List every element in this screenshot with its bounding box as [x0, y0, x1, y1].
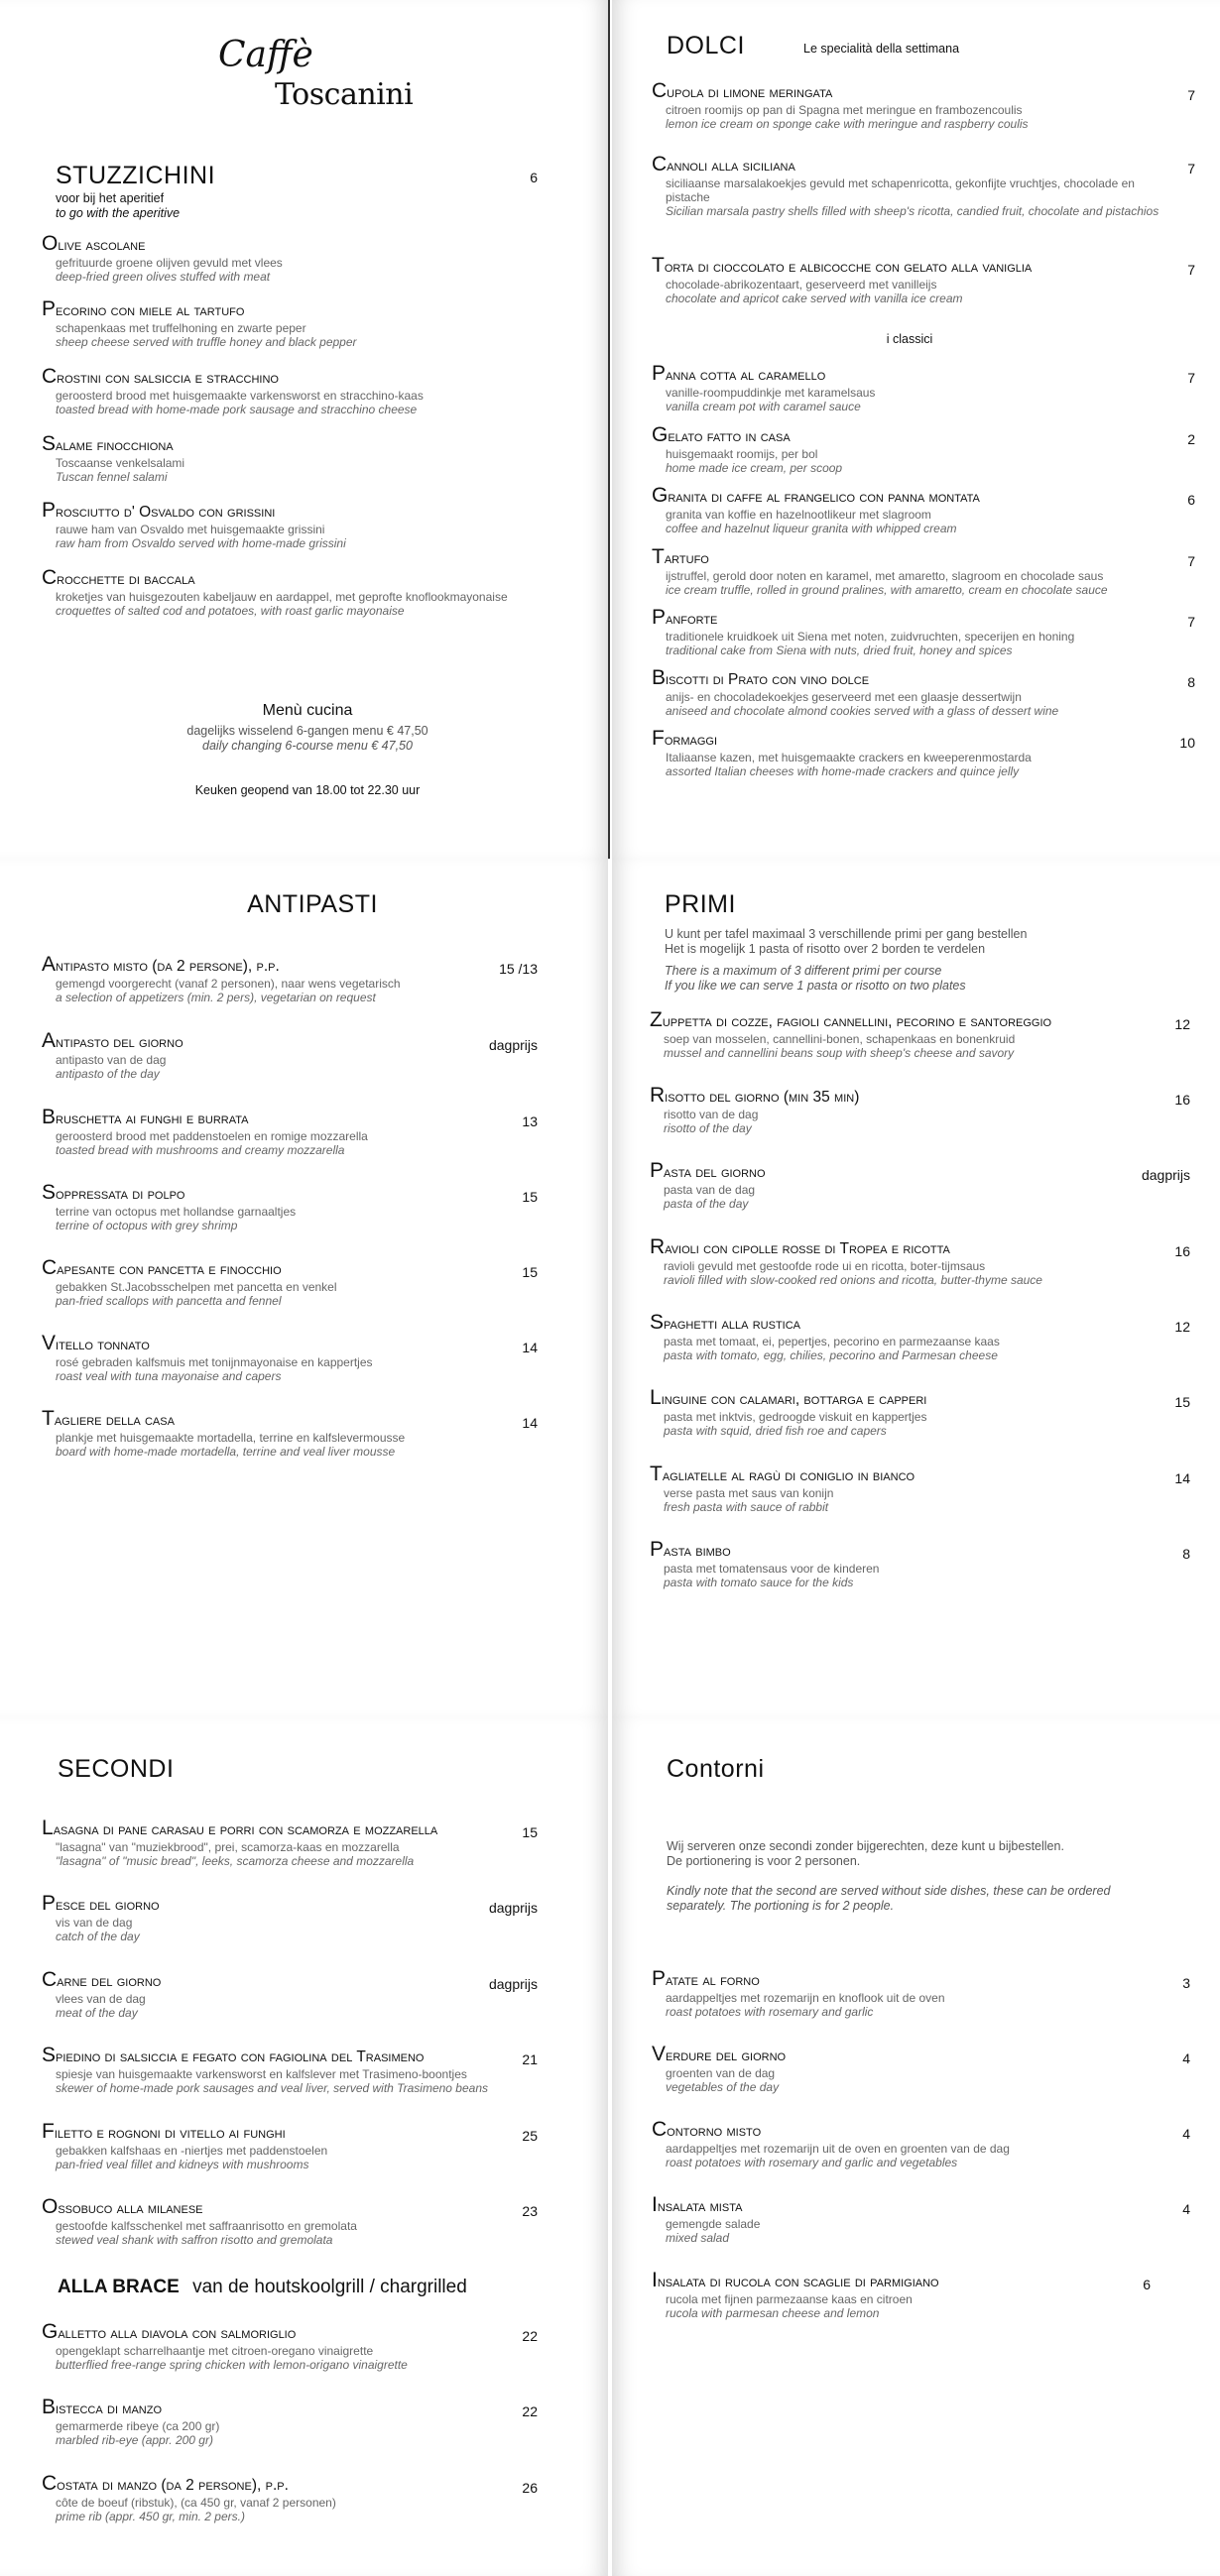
item-price: 12: [1174, 1319, 1190, 1335]
item-desc-nl: gefrituurde groene olijven gevuld met vlees: [56, 256, 283, 270]
item-desc-nl: rucola met fijnen parmezaanse kaas en citroen: [666, 2292, 913, 2306]
item-desc-en: pasta with tomato, egg, chilies, pecorino and Parmesan cheese: [664, 1348, 998, 1362]
item-desc-nl: gestoofde kalfsschenkel met saffraanrisotto en gremolata: [56, 2219, 357, 2233]
item-desc-en: deep-fried green olives stuffed with meat: [56, 270, 271, 284]
contorni-note-nl-2: De portionering is voor 2 personen.: [667, 1854, 861, 1868]
alla-brace-subtitle: van de houtskoolgrill / chargrilled: [192, 2277, 467, 2297]
item-desc-nl: pasta met tomatensaus voor de kinderen: [664, 1562, 880, 1576]
item-name: Soppressata di polpo: [42, 1181, 185, 1204]
menu-item: [652, 1969, 1128, 2019]
item-desc-en: lemon ice cream on sponge cake with meringue and raspberry coulis: [666, 117, 1029, 131]
section-title-dolci: DOLCI: [667, 32, 745, 59]
item-price: 7: [1187, 161, 1195, 176]
item-desc-en: roast veal with tuna mayonaise and capers: [56, 1369, 282, 1383]
item-desc-nl: vanille-roompuddinkje met karamelsaus: [666, 386, 876, 400]
logo: [213, 30, 412, 124]
menu-item: [650, 1388, 1126, 1438]
item-price: 7: [1187, 262, 1195, 278]
item-price: 22: [522, 2403, 538, 2419]
item-name: Linguine con calamari, bottarga e capperi: [650, 1386, 927, 1409]
stuzzichini-sub-en: to go with the aperitive: [56, 206, 181, 220]
item-desc-nl: huisgemaakt roomijs, per bol: [666, 447, 818, 461]
item-price: dagprijs: [488, 1976, 538, 1992]
menu-item: [652, 155, 1177, 218]
item-name: Gelato fatto in casa: [652, 423, 791, 446]
primi-note-nl-1: U kunt per tafel maximaal 3 verschillende primi per gang bestellen: [665, 927, 1028, 941]
dolci-subtitle: Le specialità della settimana: [803, 42, 960, 56]
menu-item: [42, 299, 557, 349]
item-price: 12: [1174, 1016, 1190, 1032]
item-desc-en: catch of the day: [56, 1930, 140, 1943]
item-name: Antipasto misto (da 2 persone), p.p.: [42, 953, 280, 976]
menu-item: [650, 1086, 1126, 1135]
menu-cucina-en: daily changing 6-course menu € 47,50: [202, 739, 413, 753]
menu-cucina-nl: dagelijks wisselend 6-gangen menu € 47,50: [186, 724, 428, 738]
item-name: Risotto del giorno (min 35 min): [650, 1084, 860, 1107]
item-name: Formaggi: [652, 727, 717, 750]
item-desc-nl: groenten van de dag: [666, 2066, 776, 2080]
item-name: Salame finocchiona: [42, 432, 174, 455]
item-price: 22: [522, 2328, 538, 2344]
item-desc-en: assorted Italian cheeses with home-made crackers and quince jelly: [666, 764, 1020, 778]
item-price: 15: [1174, 1394, 1190, 1410]
item-name: Ravioli con cipolle rosse di Tropea e ricotta: [650, 1235, 950, 1258]
item-desc-nl: granita van koffie en hazelnootlikeur met slagroom: [666, 508, 931, 522]
menu-item: [652, 2045, 1128, 2094]
item-desc-en: aniseed and chocolate almond cookies served with a glass of dessert wine: [666, 704, 1059, 718]
item-name: Patate al forno: [652, 1967, 760, 1990]
item-desc-en: chocolate and apricot cake served with vanilla ice cream: [666, 292, 963, 305]
item-desc-nl: kroketjes van huisgezouten kabeljauw en aardappel, met geprofte knoflookmayonaise: [56, 590, 508, 604]
item-price: 16: [1174, 1092, 1190, 1108]
item-desc-nl: rauwe ham van Osvaldo met huisgemaakte grissini: [56, 523, 325, 536]
item-price: 7: [1187, 614, 1195, 630]
item-desc-nl: gemarmerde ribeye (ca 200 gr): [56, 2419, 220, 2433]
item-price: 26: [522, 2480, 538, 2496]
item-desc-en: mussel and cannellini beans soup with sheep's cheese and savory: [664, 1046, 1015, 1060]
stuzzichini-sub-nl: voor bij het aperitief: [56, 191, 165, 205]
contorni-note-nl-1: Wij serveren onze secondi zonder bijgerechten, deze kunt u bijbestellen.: [667, 1839, 1064, 1853]
menu-item: [652, 608, 1177, 657]
menu-item: [650, 1313, 1126, 1362]
item-desc-en: traditional cake from Siena with nuts, dried fruit, honey and spices: [666, 644, 1013, 657]
item-desc-en: home made ice cream, per scoop: [666, 461, 843, 475]
item-price: 15: [522, 1824, 538, 1840]
item-desc-en: croquettes of salted cod and potatoes, with roast garlic mayonaise: [56, 604, 405, 618]
menu-item: [650, 1237, 1126, 1287]
contorni-note-en-1: Kindly note that the second are served without side dishes, these can be ordered: [667, 1884, 1111, 1898]
item-price: 25: [522, 2128, 538, 2144]
item-desc-en: toasted bread with mushrooms and creamy mozzarella: [56, 1143, 345, 1157]
primi-note-nl-2: Het is mogelijk 1 pasta of risotto over 2 borden te verdelen: [665, 942, 986, 956]
item-desc-nl: geroosterd brood met huisgemaakte varkensworst en stracchino-kaas: [56, 389, 424, 403]
item-desc-nl: schapenkaas met truffelhoning en zwarte peper: [56, 321, 306, 335]
item-name: Antipasto del giorno: [42, 1029, 183, 1052]
item-desc-en: stewed veal shank with saffron risotto and gremolata: [56, 2233, 333, 2247]
item-name: Spaghetti alla rustica: [650, 1311, 801, 1334]
item-desc-nl: citroen roomijs op pan di Spagna met meringue en frambozencoulis: [666, 103, 1023, 117]
item-name: Crostini con salsiccia e stracchino: [42, 365, 279, 388]
menu-cucina-title: Menù cucina: [262, 702, 353, 719]
item-desc-nl: ijstruffel, gerold door noten en karamel, met amaretto, slagroom en chocolade saus: [666, 569, 1104, 583]
item-name: Pasta del giorno: [650, 1159, 766, 1182]
page-divider: [608, 0, 610, 859]
item-name: Panforte: [652, 606, 718, 629]
dolci-classici-heading: i classici: [886, 332, 933, 346]
item-desc-nl: plankje met huisgemaakte mortadella, terrine en kalfslevermousse: [56, 1431, 406, 1445]
logo-toscanini: Toscanini: [275, 77, 414, 112]
item-desc-nl: gebakken kalfshaas en -niertjes met paddenstoelen: [56, 2144, 328, 2158]
menu-item: [42, 234, 557, 284]
item-desc-nl: gemengd voorgerecht (vanaf 2 personen), naar wens vegetarisch: [56, 977, 401, 991]
menu-item: [650, 1010, 1126, 1060]
menu-item: [652, 486, 1167, 535]
item-desc-en: vanilla cream pot with caramel sauce: [666, 400, 861, 413]
item-name: Capesante con pancetta e finocchio: [42, 1256, 282, 1279]
menu-item: [650, 1464, 1126, 1514]
menu-item: [652, 425, 1167, 475]
item-price: 14: [522, 1340, 538, 1355]
item-desc-en: vegetables of the day: [666, 2080, 780, 2094]
item-desc-en: toasted bread with home-made pork sausage and stracchino cheese: [56, 403, 418, 416]
item-price: 6: [1143, 2277, 1151, 2292]
item-name: Olive ascolane: [42, 232, 146, 255]
item-price: 8: [1182, 1546, 1190, 1562]
item-price: 7: [1187, 553, 1195, 569]
menu-item: [650, 1161, 1126, 1211]
item-desc-nl: risotto van de dag: [664, 1108, 759, 1121]
item-desc-en: risotto of the day: [664, 1121, 752, 1135]
item-name: Galletto alla diavola con salmoriglio: [42, 2320, 297, 2343]
item-name: Verdure del giorno: [652, 2043, 787, 2065]
item-name: Spiedino di salsiccia e fegato con fagiolina del Trasimeno: [42, 2044, 425, 2066]
item-name: Insalata mista: [652, 2193, 743, 2216]
item-desc-en: terrine of octopus with grey shrimp: [56, 1219, 238, 1232]
item-desc-en: coffee and hazelnut liqueur granita with whipped cream: [666, 522, 957, 535]
menu-item: [652, 668, 1177, 718]
menu-item: [652, 547, 1177, 597]
section-title-antipasti: ANTIPASTI: [247, 890, 378, 918]
item-desc-en: mixed salad: [666, 2231, 730, 2245]
item-name: Pecorino con miele al tartufo: [42, 297, 245, 320]
logo-caffe: Caffè: [218, 35, 313, 75]
item-price: 4: [1182, 2126, 1190, 2142]
menu-item: [652, 81, 1167, 131]
item-desc-nl: Toscaanse venkelsalami: [56, 456, 185, 470]
item-desc-en: butterflied free-range spring chicken with lemon-origano vinaigrette: [56, 2358, 408, 2372]
item-price: 15: [522, 1189, 538, 1205]
item-desc-en: meat of the day: [56, 2006, 138, 2020]
item-price: dagprijs: [488, 1900, 538, 1916]
item-price: 23: [522, 2203, 538, 2219]
menu-item: [42, 568, 597, 618]
menu-item: [650, 1540, 1126, 1589]
menu-item: [652, 2120, 1128, 2169]
item-price: 7: [1187, 87, 1195, 103]
item-desc-en: antipasto of the day: [56, 1067, 160, 1081]
menu-item: [652, 364, 1167, 413]
item-desc-en: Tuscan fennel salami: [56, 470, 168, 484]
item-desc-nl: anijs- en chocoladekoekjes geserveerd met een glaasje dessertwijn: [666, 690, 1022, 704]
item-name: Crocchette di baccala: [42, 566, 195, 589]
item-desc-en: roast potatoes with rosemary and garlic and vegetables: [666, 2156, 958, 2169]
item-price: 4: [1182, 2050, 1190, 2066]
item-price: 10: [1179, 735, 1195, 751]
item-price: 2: [1187, 431, 1195, 447]
section-title-contorni: Contorni: [667, 1755, 765, 1783]
item-price: 4: [1182, 2201, 1190, 2217]
item-name: Bruschetta ai funghi e burrata: [42, 1106, 249, 1128]
item-name: Torta di cioccolato e albicocche con gelato alla vaniglia: [652, 254, 1033, 277]
section-title-primi: PRIMI: [665, 890, 736, 918]
item-price: 6: [1187, 492, 1195, 508]
item-desc-nl: pasta met inktvis, gedroogde viskuit en kappertjes: [664, 1410, 927, 1424]
item-name: Biscotti di Prato con vino dolce: [652, 666, 870, 689]
item-desc-nl: opengeklapt scharrelhaantje met citroen-oregano vinaigrette: [56, 2344, 374, 2358]
item-name: Zuppetta di cozze, fagioli cannellini, pecorino e santoreggio: [650, 1008, 1052, 1031]
item-desc-en: roast potatoes with rosemary and garlic: [666, 2005, 874, 2019]
item-desc-nl: traditionele kruidkoek uit Siena met noten, zuidvruchten, specerijen en honing: [666, 630, 1075, 644]
item-desc-en: rucola with parmesan cheese and lemon: [666, 2306, 880, 2320]
primi-note-en-1: There is a maximum of 3 different primi per course: [665, 964, 942, 978]
item-name: Cannoli alla siciliana: [652, 153, 795, 176]
item-name: Vitello tonnato: [42, 1332, 150, 1354]
item-desc-en: sheep cheese served with truffle honey and black pepper: [56, 335, 357, 349]
item-price: 15 /13: [499, 961, 538, 977]
item-desc-nl: geroosterd brood met paddenstoelen en romige mozzarella: [56, 1129, 368, 1143]
item-name: Panna cotta al caramello: [652, 362, 826, 385]
item-name: Contorno misto: [652, 2118, 762, 2141]
item-price: dagprijs: [488, 1037, 538, 1053]
item-price: 16: [1174, 1243, 1190, 1259]
item-desc-nl: terrine van octopus met hollandse garnaaltjes: [56, 1205, 297, 1219]
item-price: 21: [522, 2051, 538, 2067]
item-desc-nl: Italiaanse kazen, met huisgemaakte crackers en kweeperenmostarda: [666, 751, 1032, 764]
item-desc-nl: soep van mosselen, cannellini-bonen, schapenkaas en bonenkruid: [664, 1032, 1016, 1046]
item-name: Lasagna di pane carasau e porri con scamorza e mozzarella: [42, 1816, 438, 1839]
item-desc-nl: ravioli gevuld met gestoofde rode ui en ricotta, boter-tijmsaus: [664, 1259, 986, 1273]
item-price: 7: [1187, 370, 1195, 386]
item-name: Carne del giorno: [42, 1968, 162, 1991]
item-desc-nl: pasta met tomaat, ei, pepertjes, pecorino en parmezaanse kaas: [664, 1335, 1000, 1348]
item-desc-en: marbled rib-eye (appr. 200 gr): [56, 2433, 213, 2447]
item-desc-en: skewer of home-made pork sausages and veal liver, served with Trasimeno beans: [56, 2081, 488, 2095]
item-name: Granita di caffe al frangelico con panna montata: [652, 484, 980, 507]
menu-item: [652, 2271, 1128, 2320]
item-desc-en: pan-fried scallops with pancetta and fennel: [56, 1294, 282, 1308]
item-desc-en: pasta of the day: [664, 1197, 749, 1211]
item-price: 3: [1182, 1975, 1190, 1991]
menu-item: [42, 501, 557, 550]
item-desc-nl: chocolade-abrikozentaart, geserveerd met vanilleijs: [666, 278, 937, 292]
item-name: Bistecca di manzo: [42, 2396, 163, 2418]
primi-note-en-2: If you like we can serve 1 pasta or risotto on two plates: [665, 979, 966, 993]
menu-item: [42, 367, 557, 416]
item-name: Prosciutto d' Osvaldo con grissini: [42, 499, 276, 522]
item-desc-nl: pasta van de dag: [664, 1183, 756, 1197]
item-desc-en: board with home-made mortadella, terrine and veal liver mousse: [56, 1445, 396, 1459]
item-desc-nl: aardappeltjes met rozemarijn en knoflook uit de oven: [666, 1991, 945, 2005]
item-name: Pasta bimbo: [650, 1538, 731, 1561]
item-desc-en: pasta with tomato sauce for the kids: [664, 1576, 854, 1589]
item-price: 14: [1174, 1470, 1190, 1486]
item-desc-en: "lasagna" of "music bread", leeks, scamorza cheese and mozzarella: [56, 1854, 415, 1868]
item-name: Tagliatelle al ragù di coniglio in bianco: [650, 1463, 915, 1485]
item-desc-en: fresh pasta with sauce of rabbit: [664, 1500, 829, 1514]
item-desc-en: pan-fried veal fillet and kidneys with mushrooms: [56, 2158, 309, 2171]
item-desc-nl: gemengde salade: [666, 2217, 761, 2231]
item-desc-nl: verse pasta met saus van konijn: [664, 1486, 834, 1500]
item-name: Pesce del giorno: [42, 1892, 160, 1915]
item-name: Insalata di rucola con scaglie di parmigiano: [652, 2269, 939, 2291]
item-desc-en: Sicilian marsala pastry shells filled with sheep's ricotta, candied fruit, chocolate and pistachios: [666, 204, 1159, 218]
contorni-note-en-2: separately. The portioning is for 2 people.: [667, 1899, 895, 1913]
item-name: Cupola di limone meringata: [652, 79, 833, 102]
item-desc-en: raw ham from Osvaldo served with home-made grissini: [56, 536, 346, 550]
item-desc-nl: vis van de dag: [56, 1916, 133, 1930]
item-desc-en: ravioli filled with slow-cooked red onions and ricotta, butter-thyme sauce: [664, 1273, 1042, 1287]
item-desc-en: pasta with squid, dried fish roe and capers: [664, 1424, 887, 1438]
kitchen-hours: Keuken geopend van 18.00 tot 22.30 uur: [194, 783, 421, 797]
item-name: Tagliere della casa: [42, 1407, 175, 1430]
item-desc-nl: rosé gebraden kalfsmuis met tonijnmayonaise en kappertjes: [56, 1355, 373, 1369]
item-name: Costata di manzo (da 2 persone), p.p.: [42, 2472, 289, 2495]
item-desc-en: a selection of appetizers (min. 2 pers), vegetarian on request: [56, 991, 376, 1004]
item-price: 14: [522, 1415, 538, 1431]
menu-item: [42, 434, 557, 484]
alla-brace-title: ALLA BRACE: [58, 2277, 180, 2297]
item-price: 15: [522, 1264, 538, 1280]
menu-item: [652, 256, 1167, 305]
item-price: 8: [1187, 674, 1195, 690]
item-name: Tartufo: [652, 545, 709, 568]
item-desc-nl: aardappeltjes met rozemarijn uit de oven en groenten van de dag: [666, 2142, 1010, 2156]
section-title-secondi: SECONDI: [58, 1755, 175, 1783]
stuzzichini-price: 6: [530, 170, 538, 185]
item-desc-nl: antipasto van de dag: [56, 1053, 167, 1067]
item-desc-nl: gebakken St.Jacobsschelpen met pancetta en venkel: [56, 1280, 337, 1294]
item-price: dagprijs: [1141, 1167, 1190, 1183]
item-price: 13: [522, 1113, 538, 1129]
item-desc-nl: côte de boeuf (ribstuk), (ca 450 gr, vanaf 2 personen): [56, 2496, 336, 2510]
item-desc-en: ice cream truffle, rolled in ground pralines, with amaretto, cream en chocolate sauce: [666, 583, 1108, 597]
item-desc-nl: "lasagna" van "muziekbrood", prei, scamorza-kaas en mozzarella: [56, 1840, 400, 1854]
item-desc-nl: vlees van de dag: [56, 1992, 146, 2006]
item-desc-en: prime rib (appr. 450 gr, min. 2 pers.): [56, 2510, 245, 2523]
menu-item: [652, 729, 1177, 778]
item-name: Ossobuco alla milanese: [42, 2195, 203, 2218]
item-desc-nl: spiesje van huisgemaakte varkensworst en kalfslever met Trasimeno-boontjes: [56, 2067, 467, 2081]
item-name: Filetto e rognoni di vitello ai funghi: [42, 2120, 286, 2143]
section-title-stuzzichini: STUZZICHINI: [56, 162, 216, 189]
item-desc-nl: siciliaanse marsalakoekjes gevuld met schapenricotta, gekonfijte vruchtjes, chocolade en pistache: [666, 176, 1135, 204]
menu-item: [652, 2195, 1128, 2245]
alla-brace-heading: [58, 2277, 467, 2298]
